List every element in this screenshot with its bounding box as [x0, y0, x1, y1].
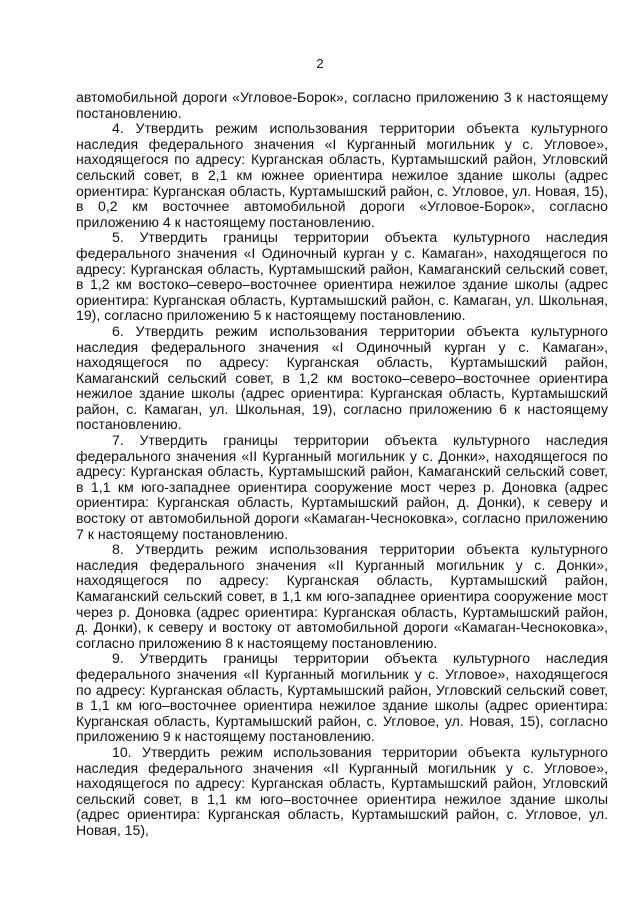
- paragraph-item-5: 5. Утвердить границы территории объекта культурного наследия федерального значения «I Одиночный курган у с. Камаган», находящегося по адресу: Курганская область, Куртамышский район, Камаганский сельский совет, в 1,2 км востоко–северо–восточнее ориентира нежилое здание школы (адрес ориентира: Курганская область, Куртамышский район, с. Камаган, ул. Школьная, 19), согласно приложению 5 к настоящему постановлению.: [76, 229, 608, 324]
- document-body: [76, 90, 608, 839]
- paragraph-item-9: 9. Утвердить границы территории объекта культурного наследия федерального значения «II Курганный могильник у с. Угловое», находящегося по адресу: Курганская область, Куртамышский район, Угловский сельский совет, в 1,1 км юго–восточнее ориентира нежилое здание школы (адрес ориентира: Курганская область, Куртамышский район, с. Угловое, ул. Новая, 15), согласно приложению 9 к настоящему постановлению.: [76, 650, 608, 745]
- paragraph-item-7: 7. Утвердить границы территории объекта культурного наследия федерального значения «II Курганный могильник у с. Донки», находящегося по адресу: Курганская область, Куртамышский район, Камаганский сельский совет, в 1,1 км юго-западнее ориентира сооружение мост через р. Доновка (адрес ориентира: Курганская область, Куртамышский район, д. Донки), к северу и востоку от автомобильной дороги «Камаган-Чесноковка», согласно приложению 7 к настоящему постановлению.: [76, 432, 608, 542]
- paragraph-continuation: автомобильной дороги «Угловое-Борок», согласно приложению 3 к настоящему постановлению.: [76, 89, 608, 121]
- paragraph-item-10: 10. Утвердить режим использования территории объекта культурного наследия федерального значения «II Курганный могильник у с. Угловое», находящегося по адресу: Курганская область, Куртамышский район, Угловский сельский совет, в 1,1 км юго–восточнее ориентира нежилое здание школы (адрес ориентира: Курганская область, Куртамышский район, с. Угловое, ул. Новая, 15),: [76, 743, 608, 838]
- page-number: 2: [316, 56, 324, 71]
- paragraph-item-4: 4. Утвердить режим использования территории объекта культурного наследия федерального значения «I Курганный могильник у с. Угловое», находящегося по адресу: Курганская область, Куртамышский район, Угловский сельский совет, в 2,1 км южнее ориентира нежилое здание школы (адрес ориентира: Курганская область, Куртамышский район, с. Угловое, ул. Новая, 15), в 0,2 км восточнее автомобильной дороги «Угловое-Борок», согласно приложению 4 к настоящему постановлению.: [76, 120, 608, 230]
- paragraph-item-6: 6. Утвердить режим использования территории объекта культурного наследия федерального значения «I Одиночный курган у с. Камаган», находящегося по адресу: Курганская область, Куртамышский район, Камаганский сельский совет, в 1,2 км востоко–северо–восточнее ориентира нежилое здание школы (адрес ориентира: Курганская область, Куртамышский район, с. Камаган, ул. Школьная, 19), согласно приложению 6 к настоящему постановлению.: [76, 322, 608, 433]
- paragraph-item-8: 8. Утвердить режим использования территории объекта культурного наследия федерального значения «II Курганный могильник у с. Донки», находящегося по адресу: Курганская область, Куртамышский район, Камаганский сельский совет, в 1,1 км юго-западнее ориентира сооружение мост через р. Доновка (адрес ориентира: Курганская область, Куртамышский район, д. Донки), к северу и востоку от автомобильной дороги «Камаган-Чесноковка», согласно приложению 8 к настоящему постановлению.: [76, 541, 608, 651]
